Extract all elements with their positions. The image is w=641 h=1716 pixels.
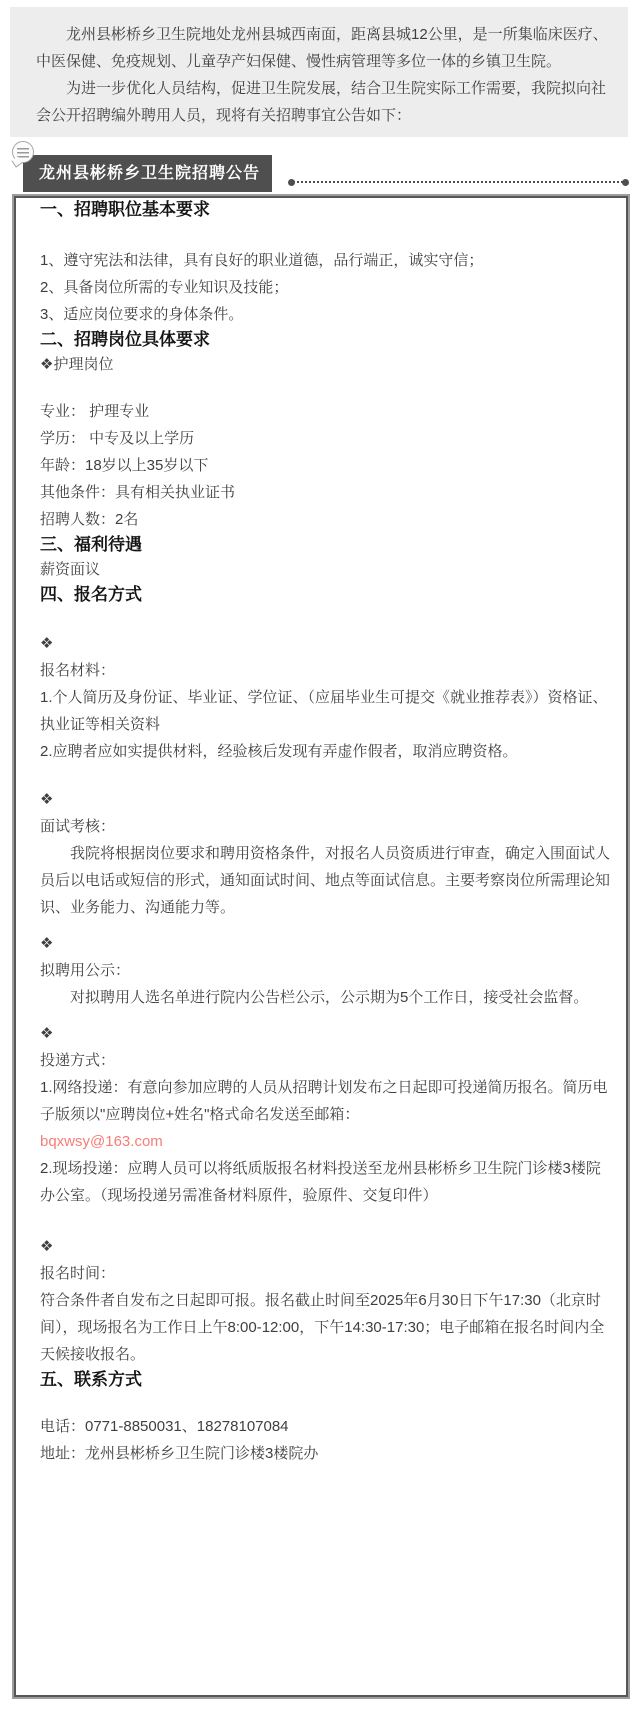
detail-other: 其他条件：具有相关执业证书: [40, 484, 236, 501]
delivery-online-text: 1.网络投递：有意向参加应聘的人员从招聘计划发布之日起即可投递简历报名。简历电子版须以"应聘岗位+姓名"格式命名发送至邮箱：: [40, 1079, 608, 1123]
detail-major: 专业： 护理专业: [40, 403, 150, 420]
announcement-title: 龙州县彬桥乡卫生院招聘公告: [39, 165, 261, 182]
contact-address: 地址：龙州县彬桥乡卫生院门诊楼3楼院办: [40, 1445, 319, 1462]
apply-time-block: [40, 1233, 614, 1368]
delivery-block: [40, 1020, 614, 1209]
contact-block: [40, 1413, 614, 1467]
position-details: [40, 398, 614, 533]
email-link[interactable]: bqxwsy@163.com: [40, 1133, 163, 1150]
speech-bubble-icon: [12, 141, 34, 163]
salary-text: 薪资面议: [40, 561, 101, 578]
materials-item-2: 2.应聘者应如实提供材料，经验核后发现有弄虚作假者，取消应聘资格。: [40, 743, 518, 760]
list-item: 2、具备岗位所需的专业知识及技能；: [40, 279, 289, 296]
dotted-divider: [290, 181, 627, 183]
detail-education: 学历： 中专及以上学历: [40, 430, 195, 447]
intro-block: [10, 7, 628, 137]
publicity-body: 对拟聘用人选名单进行院内公告栏公示，公示期为5个工作日，接受社会监督。: [70, 989, 589, 1006]
section-heading-benefits: 三、福利待遇: [40, 535, 142, 554]
diamond-bullet-icon: ❖: [40, 1025, 54, 1042]
diamond-bullet-icon: ❖: [40, 935, 54, 952]
detail-headcount: 招聘人数：2名: [40, 511, 139, 528]
interview-body: 我院将根据岗位要求和聘用资格条件，对报名人员资质进行审查，确定入围面试人员后以电话或短信的形式，通知面试时间、地点等面试信息。主要考察岗位所需理论知识、业务能力、沟通能力等。: [40, 845, 611, 916]
requirements-list: [40, 247, 614, 328]
section-heading-requirements: 一、招聘职位基本要求: [40, 200, 210, 219]
materials-item-1: 1.个人简历及身份证、毕业证、学位证、（应届毕业生可提交《就业推荐表》）资格证、执业证等相关资料: [40, 689, 608, 733]
apply-time-label: 报名时间：: [40, 1265, 116, 1282]
delivery-label: 投递方式：: [40, 1052, 116, 1069]
publicity-label: 拟聘用公示：: [40, 962, 131, 979]
position-name: 护理岗位: [53, 356, 114, 373]
section-heading-contact: 五、联系方式: [40, 1370, 142, 1389]
publicity-block: [40, 930, 614, 1011]
diamond-bullet-icon: ❖: [40, 635, 54, 652]
detail-age: 年龄：18岁以上35岁以下: [40, 457, 209, 474]
diamond-bullet-icon: ❖: [40, 356, 54, 373]
apply-materials-block: [40, 630, 614, 765]
apply-time-body: 符合条件者自发布之日起即可报。报名截止时间至2025年6月30日下午17:30（北京时间），现场报名为工作日上午8:00-12:00，下午14:30-17:30；电子邮箱在报名时间内全天候接收报名。: [40, 1292, 605, 1363]
title-banner: [23, 155, 627, 192]
position-title: [40, 351, 614, 378]
materials-label: 报名材料：: [40, 662, 116, 679]
diamond-bullet-icon: ❖: [40, 791, 54, 808]
list-item: 1、遵守宪法和法律，具有良好的职业道德，品行端正，诚实守信；: [40, 252, 484, 269]
list-item: 3、适应岗位要求的身体条件。: [40, 306, 244, 323]
delivery-onsite-text: 2.现场投递：应聘人员可以将纸质版报名材料投送至龙州县彬桥乡卫生院门诊楼3楼院办公室。（现场投递另需准备材料原件，验原件、交复印件）: [40, 1160, 601, 1204]
interview-block: [40, 786, 614, 921]
intro-paragraph-1: 龙州县彬桥乡卫生院地处龙州县城西南面，距离县城12公里，是一所集临床医疗、中医保健、免疫规划、儿童孕产妇保健、慢性病管理等多位一体的乡镇卫生院。: [36, 26, 608, 70]
announcement-page: [0, 7, 641, 1697]
diamond-bullet-icon: ❖: [40, 1238, 54, 1255]
section-heading-positions: 二、招聘岗位具体要求: [40, 330, 210, 349]
announcement-body-box: [14, 196, 628, 1697]
announcement-title-badge: [23, 155, 272, 192]
contact-phone: 电话：0771-8850031、18278107084: [40, 1418, 289, 1435]
intro-paragraph-2: 为进一步优化人员结构，促进卫生院发展，结合卫生院实际工作需要，我院拟向社会公开招聘编外聘用人员，现将有关招聘事宜公告如下：: [36, 80, 607, 124]
interview-label: 面试考核：: [40, 818, 116, 835]
section-heading-apply: 四、报名方式: [40, 585, 142, 604]
